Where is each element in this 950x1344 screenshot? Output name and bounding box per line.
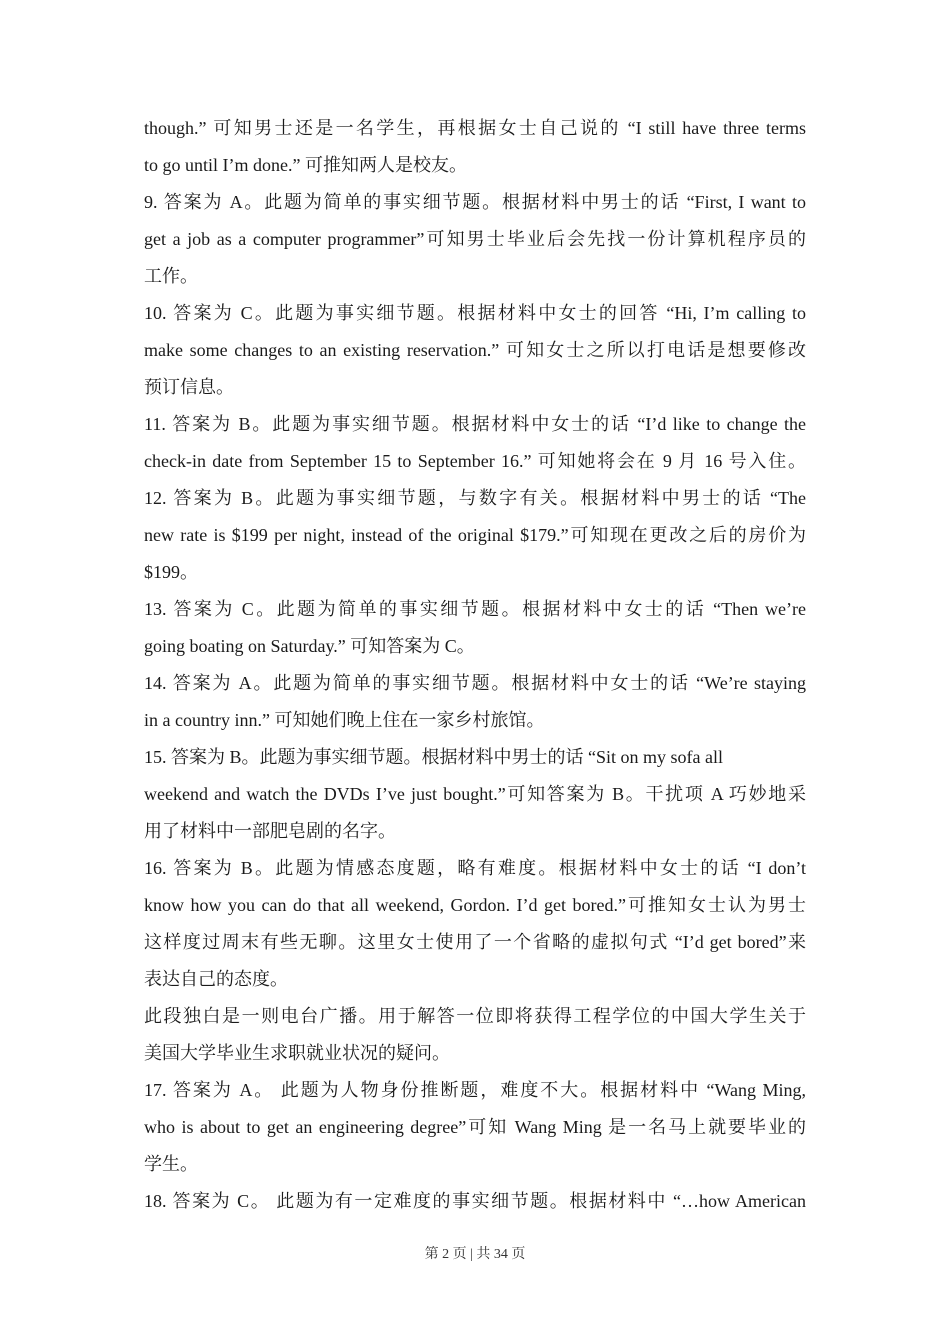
text-line: new rate is $199 per night, instead of the original $179.”可知现在更改之后的房价为 — [144, 525, 806, 545]
text-line: 预订信息。 — [144, 377, 234, 397]
text-line: 工作。 — [144, 266, 198, 286]
text-line: 14. 答案为 A。此题为简单的事实细节题。根据材料中女士的话 “We’re staying — [144, 673, 806, 693]
text-line: 18. 答案为 C。 此题为有一定难度的事实细节题。根据材料中 “…how American — [144, 1191, 806, 1211]
text-line: get a job as a computer programmer”可知男士毕业后会先找一份计算机程序员的 — [144, 229, 806, 249]
document-body — [144, 110, 806, 1220]
text-line: check-in date from September 15 to September 16.” 可知她将会在 9 月 16 号入住。 — [144, 451, 806, 471]
text-line: 这样度过周末有些无聊。这里女士使用了一个省略的虚拟句式 “I’d get bored”来 — [144, 932, 806, 952]
page-footer: 第 2 页 | 共 34 页 — [424, 1247, 526, 1262]
text-line: going boating on Saturday.” 可知答案为 C。 — [144, 636, 475, 656]
text-line: though.” 可知男士还是一名学生，再根据女士自己说的 “I still have three terms — [144, 118, 806, 138]
text-line: 表达自己的态度。 — [144, 969, 288, 989]
text-line: 12. 答案为 B。此题为事实细节题，与数字有关。根据材料中男士的话 “The — [144, 488, 806, 508]
text-line: 16. 答案为 B。此题为情感态度题，略有难度。根据材料中女士的话 “I don’t — [144, 858, 806, 878]
text-line: 10. 答案为 C。此题为事实细节题。根据材料中女士的回答 “Hi, I’m calling to — [144, 303, 806, 323]
text-line: 17. 答案为 A。 此题为人物身份推断题，难度不大。根据材料中 “Wang Ming, — [144, 1080, 806, 1100]
text-line: 15. 答案为 B。此题为事实细节题。根据材料中男士的话 “Sit on my sofa all — [144, 747, 723, 767]
text-line: make some changes to an existing reservation.” 可知女士之所以打电话是想要修改 — [144, 340, 806, 360]
text-line: weekend and watch the DVDs I’ve just bought.”可知答案为 B。干扰项 A 巧妙地采 — [144, 784, 806, 804]
text-line: 美国大学毕业生求职就业状况的疑问。 — [144, 1043, 450, 1063]
text-line: 11. 答案为 B。此题为事实细节题。根据材料中女士的话 “I’d like to change the — [144, 414, 806, 434]
text-line: know how you can do that all weekend, Gordon. I’d get bored.”可推知女士认为男士 — [144, 895, 806, 915]
text-line: 9. 答案为 A。此题为简单的事实细节题。根据材料中男士的话 “First, I want to — [144, 192, 806, 212]
text-line: 13. 答案为 C。此题为简单的事实细节题。根据材料中女士的话 “Then we’re — [144, 599, 806, 619]
text-line: in a country inn.” 可知她们晚上住在一家乡村旅馆。 — [144, 710, 545, 730]
text-line: who is about to get an engineering degree”可知 Wang Ming 是一名马上就要毕业的 — [144, 1117, 806, 1137]
text-line: $199。 — [144, 562, 198, 582]
text-line: 此段独白是一则电台广播。用于解答一位即将获得工程学位的中国大学生关于 — [144, 1006, 806, 1026]
text-line: to go until I’m done.” 可推知两人是校友。 — [144, 155, 467, 175]
text-line: 学生。 — [144, 1154, 198, 1174]
text-line: 用了材料中一部肥皂剧的名字。 — [144, 821, 396, 841]
